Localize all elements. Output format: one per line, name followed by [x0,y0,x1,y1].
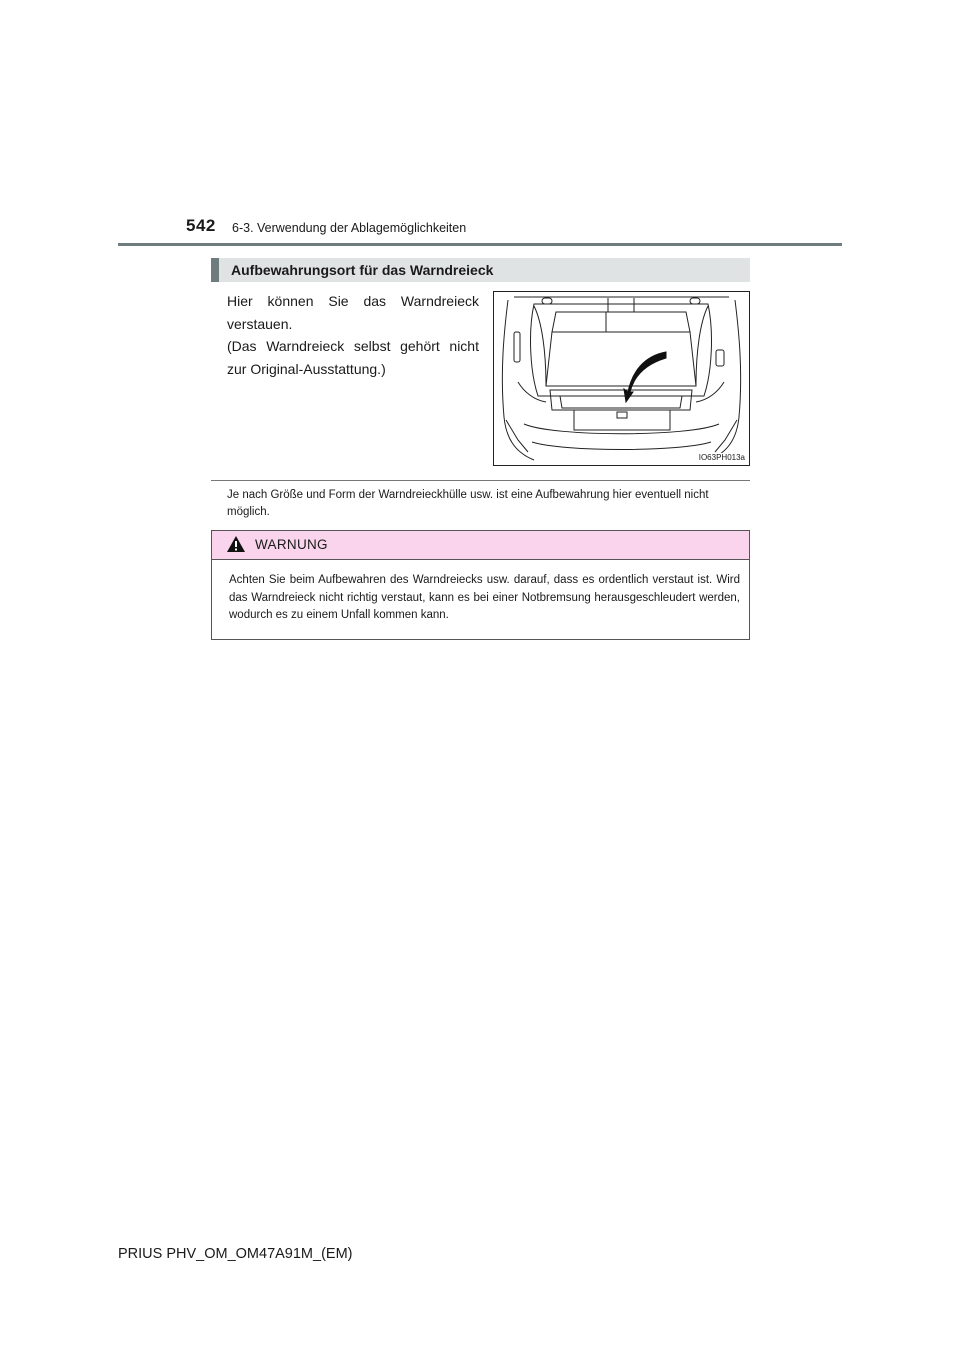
intro-line-2: (Das Warndreieck selbst gehört nicht zur Original-Ausstattung.) [227,338,479,377]
intro-line-1: Hier können Sie das Warndreieck verstauen. [227,293,479,332]
warning-box [211,530,750,640]
warning-header [212,531,749,560]
warning-title: WARNUNG [255,537,328,552]
warning-icon [226,535,246,553]
page-number: 542 [186,216,216,235]
header-rule [118,243,842,246]
figure-code: IO63PH013a [698,453,745,462]
footer-doc-code: PRIUS PHV_OM_OM47A91M_(EM) [118,1246,353,1262]
intro-text [227,290,479,380]
section-divider [211,480,750,481]
trunk-illustration [493,291,750,466]
section-title: 6-3. Verwendung der Ablagemöglichkeiten [232,221,467,235]
note-text: Je nach Größe und Form der Warndreieckhülle usw. ist eine Aufbewahrung hier eventuell nicht möglich. [227,489,709,518]
trunk-drawing [494,292,749,465]
section-heading: Aufbewahrungsort für das Warndreieck [211,258,750,282]
warning-text: Achten Sie beim Aufbewahren des Warndreiecks usw. darauf, dass es ordentlich verstaut ist. Wird das Warndreieck nicht richtig verstaut, kann es bei einer Notbremsung herausgeschleudert werden, wodurch es zu einem Unfall kommen kann. [229,574,740,621]
